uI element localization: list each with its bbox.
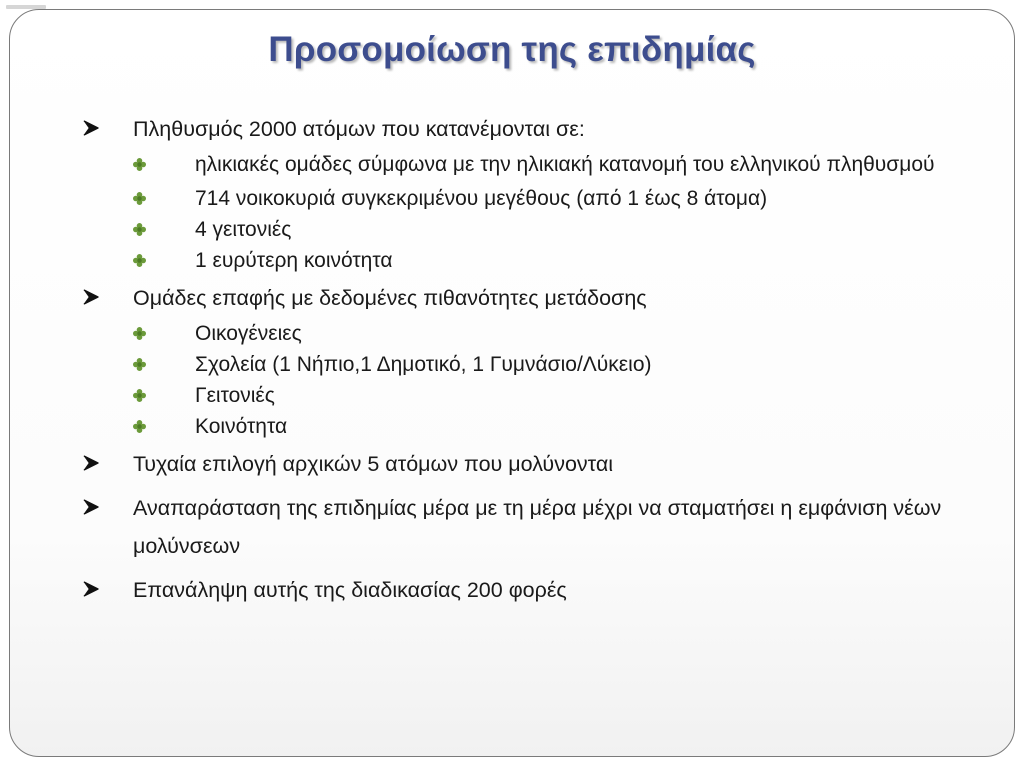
flower-bullet-icon <box>133 158 146 171</box>
bullet-item <box>80 489 980 565</box>
sub-bullet-text: Σχολεία (1 Νήπιο,1 Δημοτικό, 1 Γυμνάσιο/Λύκειο) <box>195 353 652 376</box>
bullet-item <box>80 445 980 483</box>
arrowhead-bullet-icon <box>83 455 99 471</box>
sub-bullet-text: 4 γειτονιές <box>195 218 292 241</box>
bullet-item <box>80 571 980 609</box>
sub-bullet-list <box>133 152 980 273</box>
flower-bullet-icon <box>133 389 146 402</box>
sub-bullet-item <box>133 217 985 242</box>
bullet-item <box>80 110 980 273</box>
flower-bullet-icon <box>133 327 146 340</box>
flower-bullet-icon <box>133 223 146 236</box>
flower-bullet-icon <box>133 420 146 433</box>
flower-bullet-icon <box>133 254 146 267</box>
sub-bullet-item <box>133 352 985 377</box>
sub-bullet-text: ηλικιακές ομάδες σύμφωνα με την ηλικιακή κατανομή του ελληνικού πληθυσμού <box>195 153 935 176</box>
sub-bullet-item <box>133 186 985 211</box>
bullet-text: Τυχαία επιλογή αρχικών 5 ατόμων που μολύνονται <box>133 452 614 476</box>
bullet-text: Επανάληψη αυτής της διαδικασίας 200 φορές <box>133 578 567 602</box>
sub-bullet-text: Κοινότητα <box>195 415 288 438</box>
bullet-list <box>80 110 980 615</box>
slide-title: Προσομοίωση της επιδημίας <box>268 30 756 69</box>
sub-bullet-list <box>133 321 980 439</box>
sub-bullet-item <box>133 321 985 346</box>
bullet-item <box>80 279 980 439</box>
arrowhead-bullet-icon <box>83 289 99 305</box>
sub-bullet-item <box>133 383 985 408</box>
bullet-text: Ομάδες επαφής με δεδομένες πιθανότητες μετάδοσης <box>133 286 647 310</box>
arrowhead-bullet-icon <box>83 499 99 515</box>
sub-bullet-item <box>133 414 985 439</box>
flower-bullet-icon <box>133 358 146 371</box>
sub-bullet-text: Οικογένειες <box>195 322 302 345</box>
sub-bullet-text: Γειτονιές <box>195 384 275 407</box>
sub-bullet-text: 714 νοικοκυριά συγκεκριμένου μεγέθους (από 1 έως 8 άτομα) <box>195 187 768 210</box>
sub-bullet-text: 1 ευρύτερη κοινότητα <box>195 249 393 272</box>
sub-bullet-item <box>133 152 985 177</box>
arrowhead-bullet-icon <box>83 581 99 597</box>
bullet-text: Αναπαράσταση της επιδημίας μέρα με τη μέρα μέχρι να σταματήσει η εμφάνιση νέων μολύνσεων <box>133 496 942 558</box>
flower-bullet-icon <box>133 192 146 205</box>
arrowhead-bullet-icon <box>83 120 99 136</box>
bullet-text: Πληθυσμός 2000 ατόμων που κατανέμονται σε: <box>133 117 585 141</box>
sub-bullet-item <box>133 248 985 273</box>
